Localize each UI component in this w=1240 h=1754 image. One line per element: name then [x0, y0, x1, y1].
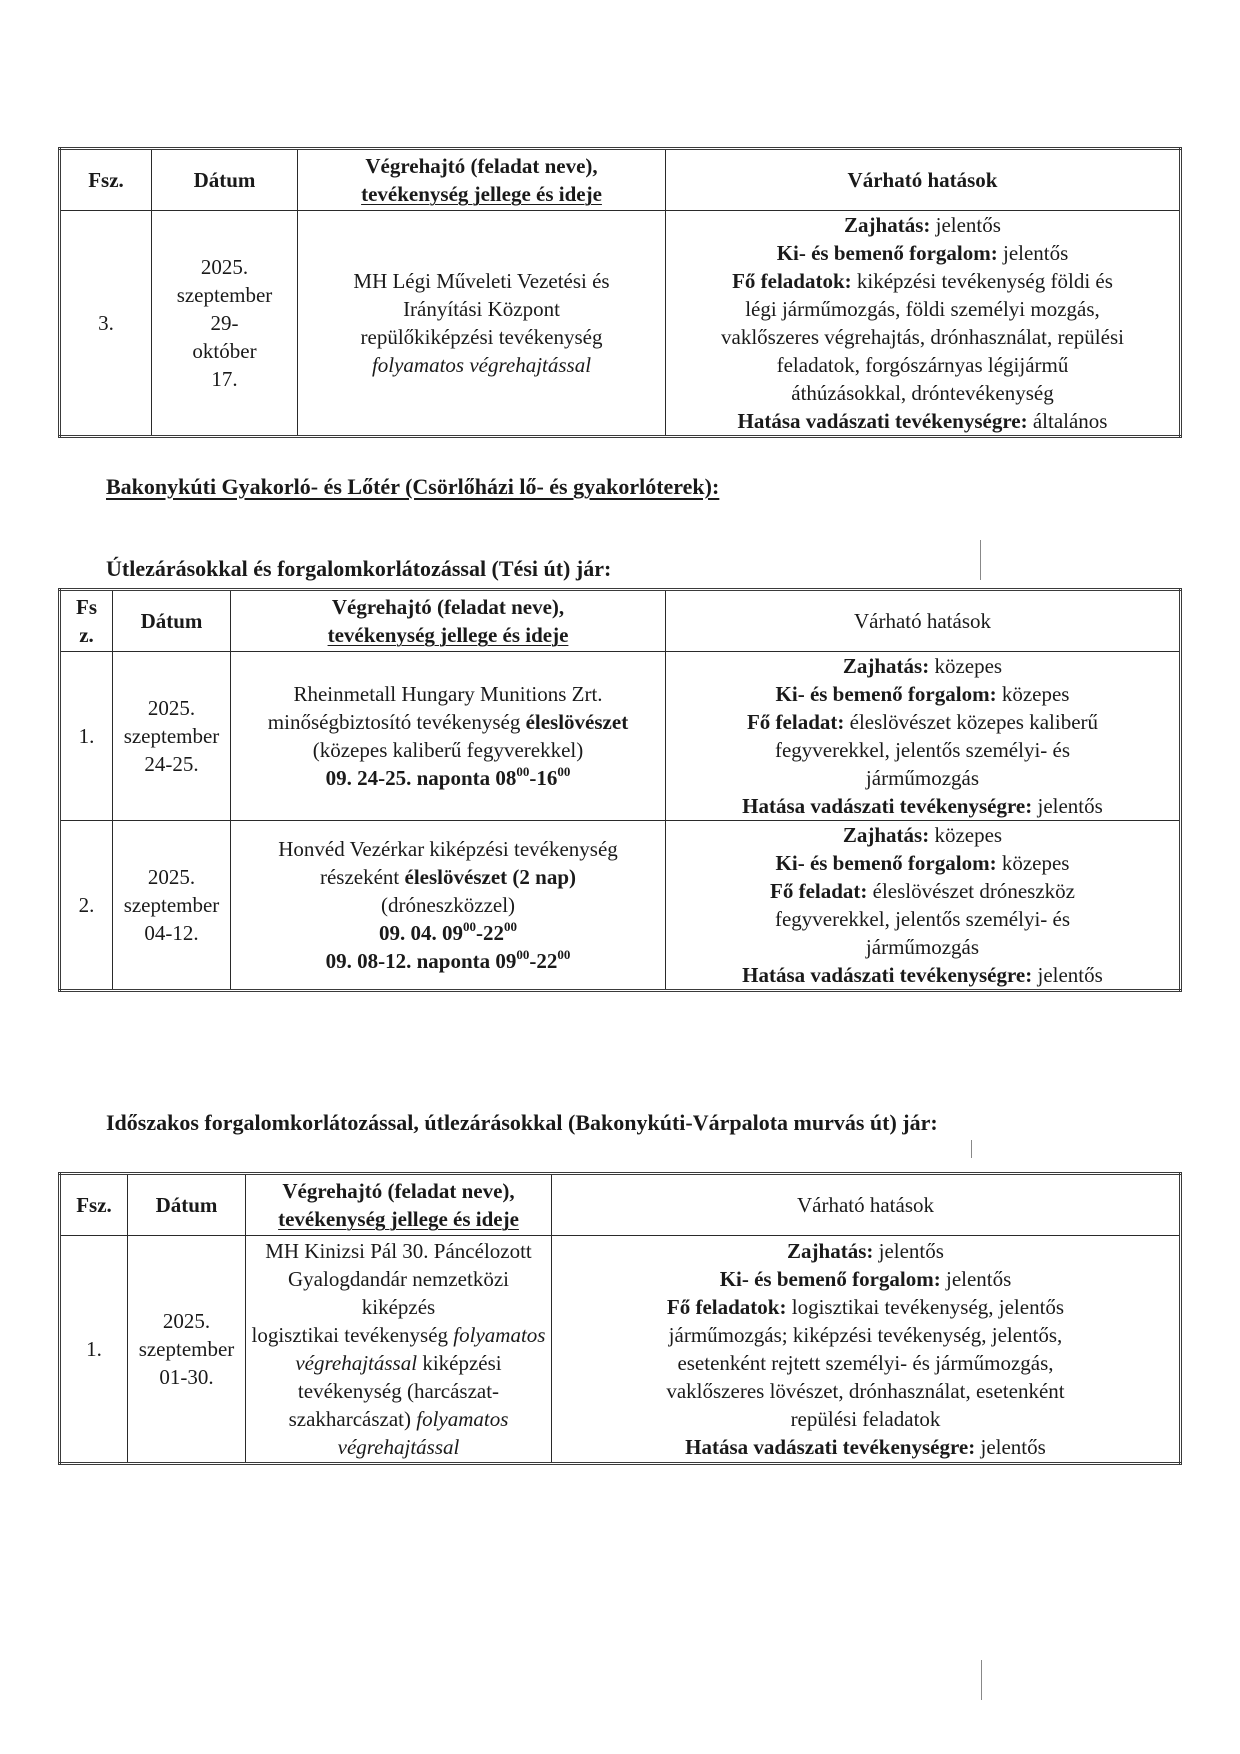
task-line: [250, 1321, 547, 1349]
header-fsz: Fsz.: [60, 149, 152, 211]
effect-line: fegyverekkel, jelentős személyi- és: [774, 907, 1071, 931]
table-row: [60, 652, 1181, 821]
cell-task: [298, 211, 666, 437]
effect-traffic: [556, 1265, 1175, 1293]
cell-datum: [128, 1236, 246, 1464]
effect-traffic-value: jelentős: [1002, 241, 1069, 265]
task-line: [250, 1349, 547, 1377]
effect-traffic-label: Ki- és bemenő forgalom:: [776, 241, 998, 265]
effect-line: vaklőszeres lövészet, drónhasználat, esetenként: [666, 1379, 1065, 1403]
effect-main-task-value: éleslövészet közepes kaliberű: [849, 710, 1099, 734]
time-text: 09. 24-25. naponta 08: [325, 766, 517, 790]
cell-fsz: 1.: [60, 652, 113, 821]
header-fsz-line1: Fs: [76, 595, 97, 619]
effect-noise-label: Zajhatás:: [842, 823, 930, 847]
task-time: [235, 919, 661, 947]
effect-line: járműmozgás: [865, 935, 980, 959]
header-hatasok: Várható hatások: [552, 1174, 1181, 1236]
effect-traffic: [670, 239, 1175, 267]
date-line: szeptember: [138, 1337, 235, 1361]
cell-task: [246, 1236, 552, 1464]
effect-hunting: [670, 407, 1175, 435]
cell-effects: [666, 652, 1181, 821]
effect-hunting-value: jelentős: [1037, 794, 1103, 818]
time-text: -22: [529, 949, 558, 973]
date-line: szeptember: [123, 724, 220, 748]
effect-line: járműmozgás: [865, 766, 980, 790]
effect-main-task-label: Fő feladatok:: [732, 269, 852, 293]
effect-traffic-value: közepes: [1001, 851, 1070, 875]
subsection-title-1: Útlezárásokkal és forgalomkorlátozással (Tési út) jár:: [106, 556, 612, 581]
header-vegrehajto-line1: Végrehajtó (feladat neve),: [282, 1179, 515, 1203]
time-sup: 00: [557, 764, 571, 779]
task-text: kiképzési: [422, 1351, 502, 1375]
scan-mark: [980, 540, 981, 580]
effect-main-task: [670, 877, 1175, 905]
effect-hunting-label: Hatása vadászati tevékenységre:: [742, 794, 1033, 818]
task-line: (közepes kaliberű fegyverekkel): [312, 738, 584, 762]
task-text: logisztikai tevékenység: [251, 1323, 449, 1347]
effect-traffic-label: Ki- és bemenő forgalom:: [775, 851, 997, 875]
task-line: [235, 863, 661, 891]
time-sup: 00: [463, 919, 476, 934]
effect-traffic-value: közepes: [1001, 682, 1070, 706]
task-line: Irányítási Központ: [403, 297, 560, 321]
effect-noise-value: közepes: [934, 823, 1003, 847]
effect-main-task: [670, 267, 1175, 295]
effect-noise-value: jelentős: [935, 213, 1001, 237]
time-sup: 00: [504, 919, 517, 934]
subsection-title-2: Időszakos forgalomkorlátozással, útlezárásokkal (Bakonykúti-Várpalota murvás út) jár:: [106, 1110, 938, 1135]
effect-line: repülési feladatok: [790, 1407, 941, 1431]
table-row: [60, 821, 1181, 991]
effect-noise: [556, 1237, 1175, 1265]
header-datum: Dátum: [113, 590, 231, 652]
effect-noise-value: jelentős: [878, 1239, 944, 1263]
effect-hunting: [556, 1433, 1175, 1461]
effect-line: áthúzásokkal, dróntevékenység: [791, 381, 1054, 405]
task-line: Rheinmetall Hungary Munitions Zrt.: [293, 682, 603, 706]
effect-noise: [670, 821, 1175, 849]
effect-main-task-value: kiképzési tevékenység földi és: [856, 269, 1113, 293]
task-line: repülőkiképzési tevékenység: [360, 325, 603, 349]
cell-datum: [113, 652, 231, 821]
task-text: minőségbiztosító tevékenység: [267, 710, 521, 734]
effect-line: esetenként rejtett személyi- és járműmozgás,: [677, 1351, 1054, 1375]
effect-noise-label: Zajhatás:: [844, 213, 931, 237]
task-line: [250, 1405, 547, 1433]
effect-traffic-label: Ki- és bemenő forgalom:: [775, 682, 997, 706]
task-text-italic: végrehajtással: [295, 1351, 418, 1375]
cell-effects: [552, 1236, 1181, 1464]
effect-noise: [670, 211, 1175, 239]
table-row: [60, 1236, 1181, 1464]
effect-main-task-label: Fő feladat:: [770, 879, 868, 903]
time-sup: 00: [557, 947, 571, 962]
date-line: 2025.: [147, 696, 196, 720]
effect-line: feladatok, forgószárnyas légijármű: [776, 353, 1069, 377]
schedule-table-1: [58, 147, 1182, 438]
effect-line: vaklőszeres végrehajtás, drónhasználat, repülési: [721, 325, 1124, 349]
header-vegrehajto-line2: tevékenység jellege és ideje: [327, 623, 569, 647]
effect-noise-label: Zajhatás:: [787, 1239, 874, 1263]
time-text: -16: [529, 766, 558, 790]
cell-fsz: 1.: [60, 1236, 128, 1464]
time-text: 09. 04. 09: [379, 921, 463, 945]
date-line: 2025.: [147, 865, 196, 889]
date-line: 04-12.: [144, 921, 199, 945]
task-line-italic: folyamatos végrehajtással: [371, 353, 592, 377]
effect-hunting-label: Hatása vadászati tevékenységre:: [737, 409, 1028, 433]
header-vegrehajto: [231, 590, 666, 652]
effect-noise: [670, 652, 1175, 680]
effect-hunting: [670, 961, 1175, 989]
effect-hunting-value: jelentős: [1037, 963, 1103, 987]
task-text: szakharcászat): [288, 1407, 411, 1431]
cell-datum: [113, 821, 231, 991]
scan-mark: [981, 1660, 982, 1700]
task-line: (dróneszközzel): [380, 893, 516, 917]
effect-line: járműmozgás; kiképzési tevékenység, jelentős,: [668, 1323, 1063, 1347]
task-line: tevékenység (harcászat-: [297, 1379, 500, 1403]
header-vegrehajto: [298, 149, 666, 211]
task-text-italic: folyamatos: [453, 1323, 546, 1347]
effect-hunting-label: Hatása vadászati tevékenységre:: [685, 1435, 976, 1459]
effect-line: légi járműmozgás, földi személyi mozgás,: [745, 297, 1100, 321]
date-line: 2025.: [162, 1309, 211, 1333]
cell-fsz: 3.: [60, 211, 152, 437]
header-fsz: [60, 590, 113, 652]
cell-task: [231, 821, 666, 991]
date-line: 17.: [211, 367, 238, 391]
header-vegrehajto-line2: tevékenység jellege és ideje: [361, 182, 602, 206]
cell-effects: [666, 821, 1181, 991]
effect-hunting-value: jelentős: [980, 1435, 1046, 1459]
date-line: október: [192, 339, 257, 363]
effect-main-task-value: éleslövészet dróneszköz: [872, 879, 1075, 903]
header-datum: Dátum: [152, 149, 298, 211]
header-vegrehajto: [246, 1174, 552, 1236]
scan-mark: [971, 1140, 972, 1158]
time-text: -22: [476, 921, 504, 945]
effect-traffic-label: Ki- és bemenő forgalom:: [719, 1267, 941, 1291]
effect-traffic: [670, 680, 1175, 708]
header-hatasok: Várható hatások: [666, 149, 1181, 211]
date-line: 2025.: [200, 255, 249, 279]
table-header-row: [60, 590, 1181, 652]
task-line: MH Kinizsi Pál 30. Páncélozott: [265, 1239, 532, 1263]
task-text: részeként: [319, 865, 400, 889]
effect-main-task: [670, 708, 1175, 736]
section-title: Bakonykúti Gyakorló- és Lőtér (Csörlőházi lő- és gyakorlóterek):: [106, 474, 720, 499]
effect-traffic-value: jelentős: [945, 1267, 1012, 1291]
task-text-bold: éleslövészet: [525, 710, 629, 734]
task-line: Gyalogdandár nemzetközi kiképzés: [288, 1267, 509, 1319]
schedule-table-3: [58, 1172, 1182, 1465]
cell-effects: [666, 211, 1181, 437]
date-line: szeptember: [123, 893, 220, 917]
header-vegrehajto-line1: Végrehajtó (feladat neve),: [365, 154, 598, 178]
task-line: Honvéd Vezérkar kiképzési tevékenység: [278, 837, 618, 861]
effect-noise-value: közepes: [934, 654, 1003, 678]
effect-hunting: [670, 792, 1175, 820]
header-vegrehajto-line2: tevékenység jellege és ideje: [278, 1207, 519, 1231]
task-line-italic: végrehajtással: [337, 1435, 460, 1459]
header-hatasok: Várható hatások: [666, 590, 1181, 652]
date-line: 29-: [210, 311, 239, 335]
header-fsz: Fsz.: [60, 1174, 128, 1236]
task-text-bold: éleslövészet (2 nap): [404, 865, 576, 889]
effect-hunting-value: általános: [1032, 409, 1108, 433]
effect-noise-label: Zajhatás:: [842, 654, 930, 678]
time-sup: 00: [516, 947, 530, 962]
effect-hunting-label: Hatása vadászati tevékenységre:: [742, 963, 1033, 987]
table-header-row: [60, 1174, 1181, 1236]
cell-fsz: 2.: [60, 821, 113, 991]
effect-main-task: [556, 1293, 1175, 1321]
task-text-italic: folyamatos: [416, 1407, 509, 1431]
table-header-row: [60, 149, 1181, 211]
cell-datum: [152, 211, 298, 437]
effect-line: fegyverekkel, jelentős személyi- és: [774, 738, 1071, 762]
effect-main-task-label: Fő feladatok:: [666, 1295, 787, 1319]
table-row: [60, 211, 1181, 437]
time-text: 09. 08-12. naponta 09: [325, 949, 517, 973]
time-sup: 00: [516, 764, 530, 779]
date-line: 24-25.: [144, 752, 199, 776]
header-fsz-line2: z.: [79, 623, 94, 647]
schedule-table-2: [58, 588, 1182, 992]
task-line: MH Légi Műveleti Vezetési és: [353, 269, 610, 293]
date-line: szeptember: [176, 283, 273, 307]
effect-traffic: [670, 849, 1175, 877]
task-time: [235, 764, 661, 792]
header-vegrehajto-line1: Végrehajtó (feladat neve),: [331, 595, 565, 619]
effect-main-task-value: logisztikai tevékenység, jelentős: [791, 1295, 1065, 1319]
date-line: 01-30.: [159, 1365, 214, 1389]
effect-main-task-label: Fő feladat:: [746, 710, 845, 734]
cell-task: [231, 652, 666, 821]
task-time: [235, 947, 661, 975]
task-line: [235, 708, 661, 736]
header-datum: Dátum: [128, 1174, 246, 1236]
